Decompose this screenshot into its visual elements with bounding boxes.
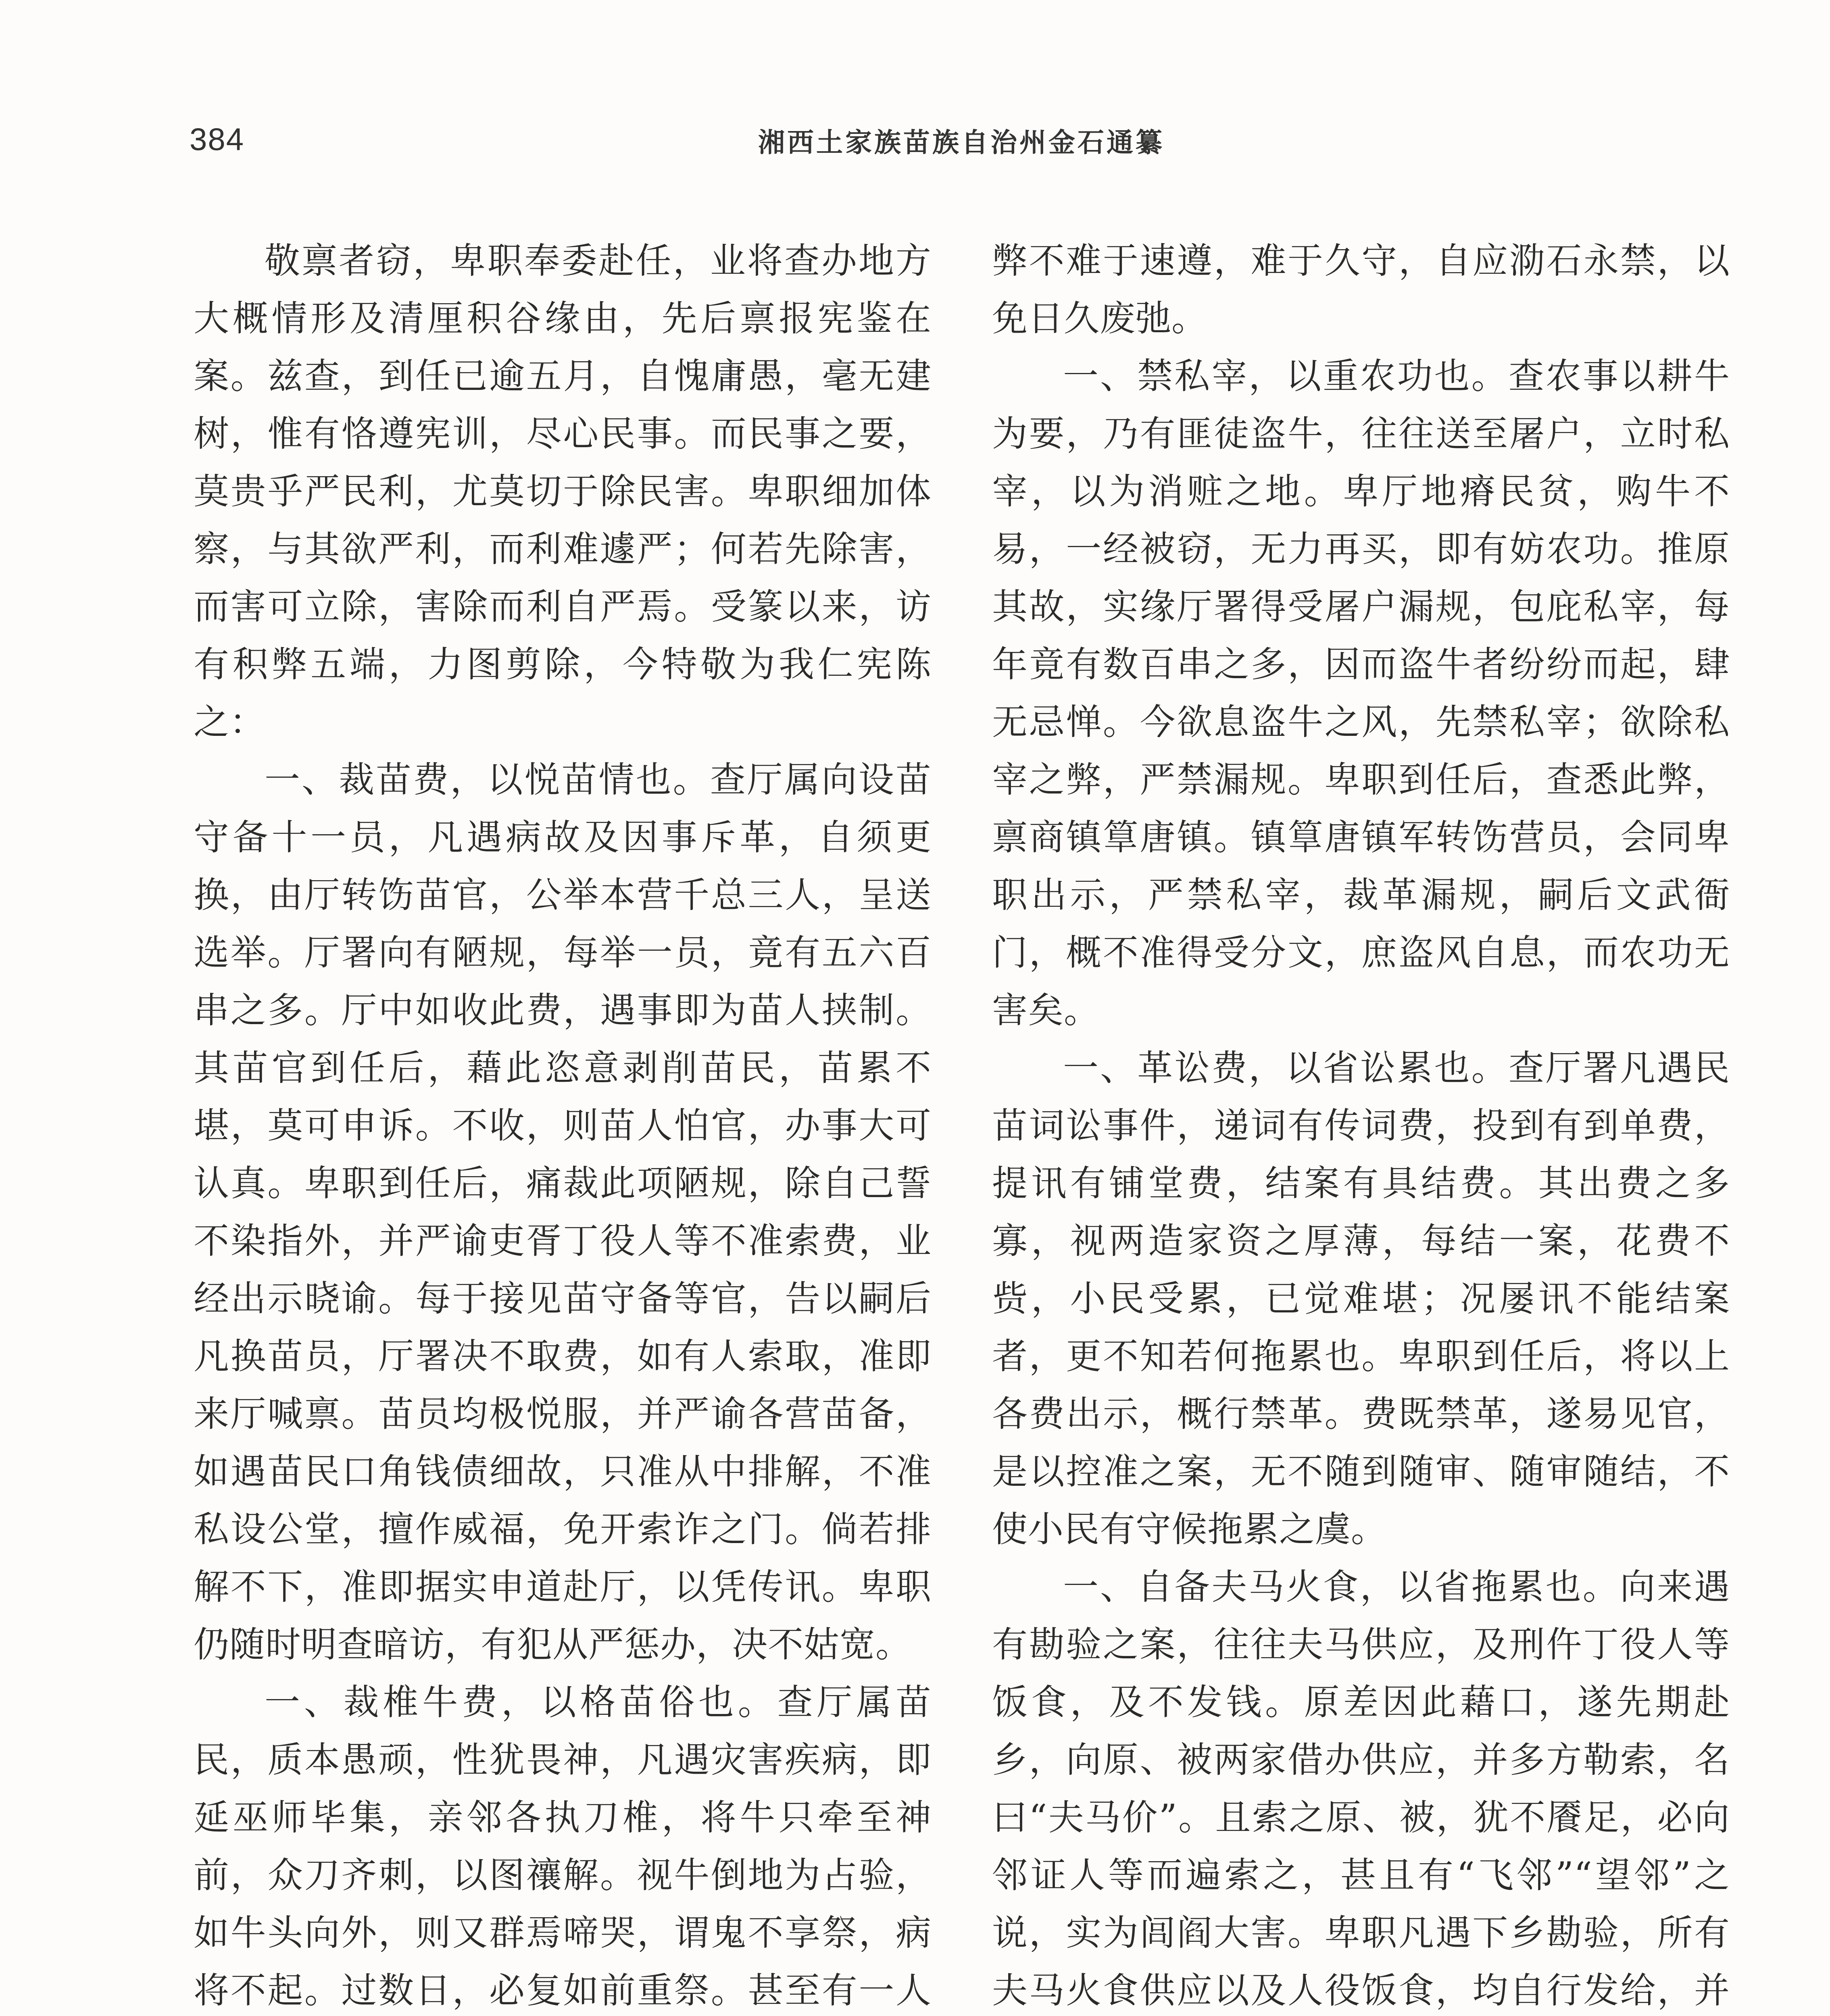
paragraph-preface: 敬禀者窃，卑职奉委赴任，业将查办地方大概情形及清厘积谷缘由，先后禀报宪鉴在案。兹查，到任已逾五月，自愧庸愚，毫无建树，惟有恪遵宪训，尽心民事。而民事之要，莫贵乎严民利，尤莫切于除民害。卑职细加体察，与其欲严利，而利难遽严；何若先除害，而害可立除，害除而利自严焉。受篆以来，访有积弊五端，力图剪除，今特敬为我仁宪陈之： (194, 240, 932, 743)
running-title: 湘西土家族苗族自治州金石通纂 (758, 127, 1165, 158)
paragraph-continuation: 弊不难于速遵，难于久守，自应泐石永禁，以免日久废弛。 (992, 240, 1730, 339)
paragraph-item-ox-sacrifice: 一、裁椎牛费，以格苗俗也。查厅属苗民，质本愚顽，性犹畏神，凡遇灾害疾病，即延巫师毕集，亲邻各执刀椎，将牛只牵至神前，众刀齐刺，以图禳解。视牛倒地为占验，如牛头向外，则又群焉啼哭，谓鬼不享祭，病将不起。过数日，必复如前重祭。甚至有一人 (194, 1681, 932, 2011)
right-column (992, 232, 1730, 2016)
page-number: 384 (190, 121, 245, 157)
paragraph-item-horse-food: 一、自备夫马火食，以省拖累也。向来遇有勘验之案，往往夫马供应，及刑仵丁役人等饭食，及不发钱。原差因此藉口，遂先期赴乡，向原、被两家借办供应，并多方勒索，名曰“夫马价”。且索之原、被，犹不餍足，必向邻证人等而遍索之，甚且有“飞邻”“望邻”之说，实为闾阎大害。卑职凡遇下乡勘验，所有夫马火食供应以及人役饭食，均自行发给，并 (992, 1566, 1730, 2011)
left-column (194, 232, 932, 2016)
paragraph-item-miao-fee: 一、裁苗费，以悦苗情也。查厅属向设苗守备十一员，凡遇病故及因事斥革，自须更换，由厅转饬苗官，公举本营千总三人，呈送选举。厅署向有陋规，每举一员，竟有五六百串之多。厅中如收此费，遇事即为苗人挟制。其苗官到任后，藉此恣意剥削苗民，苗累不堪，莫可申诉。不收，则苗人怕官，办事大可认真。卑职到任后，痛裁此项陋规，除自己誓不染指外，并严谕吏胥丁役人等不准索费，业经出示晓谕。每于接见苗守备等官，告以嗣后凡换苗员，厅署决不取费，如有人索取，准即来厅喊禀。苗员均极悦服，并严谕各营苗备，如遇苗民口角钱债细故，只准从中排解，不准私设公堂，擅作威福，免开索诈之门。倘若排解不下，准即据实申道赴厅，以凭传讯。卑职仍随时明查暗访，有犯从严惩办，决不姑宽。 (194, 759, 932, 1665)
paragraph-item-private-slaughter: 一、禁私宰，以重农功也。查农事以耕牛为要，乃有匪徒盗牛，往往送至屠户，立时私宰，以为消赃之地。卑厅地瘠民贫，购牛不易，一经被窃，无力再买，即有妨农功。推原其故，实缘厅署得受屠户漏规，包庇私宰，每年竟有数百串之多，因而盗牛者纷纷而起，肆无忌惮。今欲息盗牛之风，先禁私宰；欲除私宰之弊，严禁漏规。卑职到任后，查悉此弊，禀商镇筸唐镇。镇筸唐镇军转饬营员，会同卑职出示，严禁私宰，裁革漏规，嗣后文武衙门，概不准得受分文，庶盗风自息，而农功无害矣。 (992, 355, 1730, 1031)
paragraph-item-litigation-fee: 一、革讼费，以省讼累也。查厅署凡遇民苗词讼事件，递词有传词费，投到有到单费，提讯有铺堂费，结案有具结费。其出费之多寡，视两造家资之厚薄，每结一案，花费不赀，小民受累，已觉难堪；况屡讯不能结案者，更不知若何拖累也。卑职到任后，将以上各费出示，概行禁革。费既禁革，遂易见官，是以控准之案，无不随到随审、随审随结，不使小民有守候拖累之虞。 (992, 1047, 1730, 1550)
